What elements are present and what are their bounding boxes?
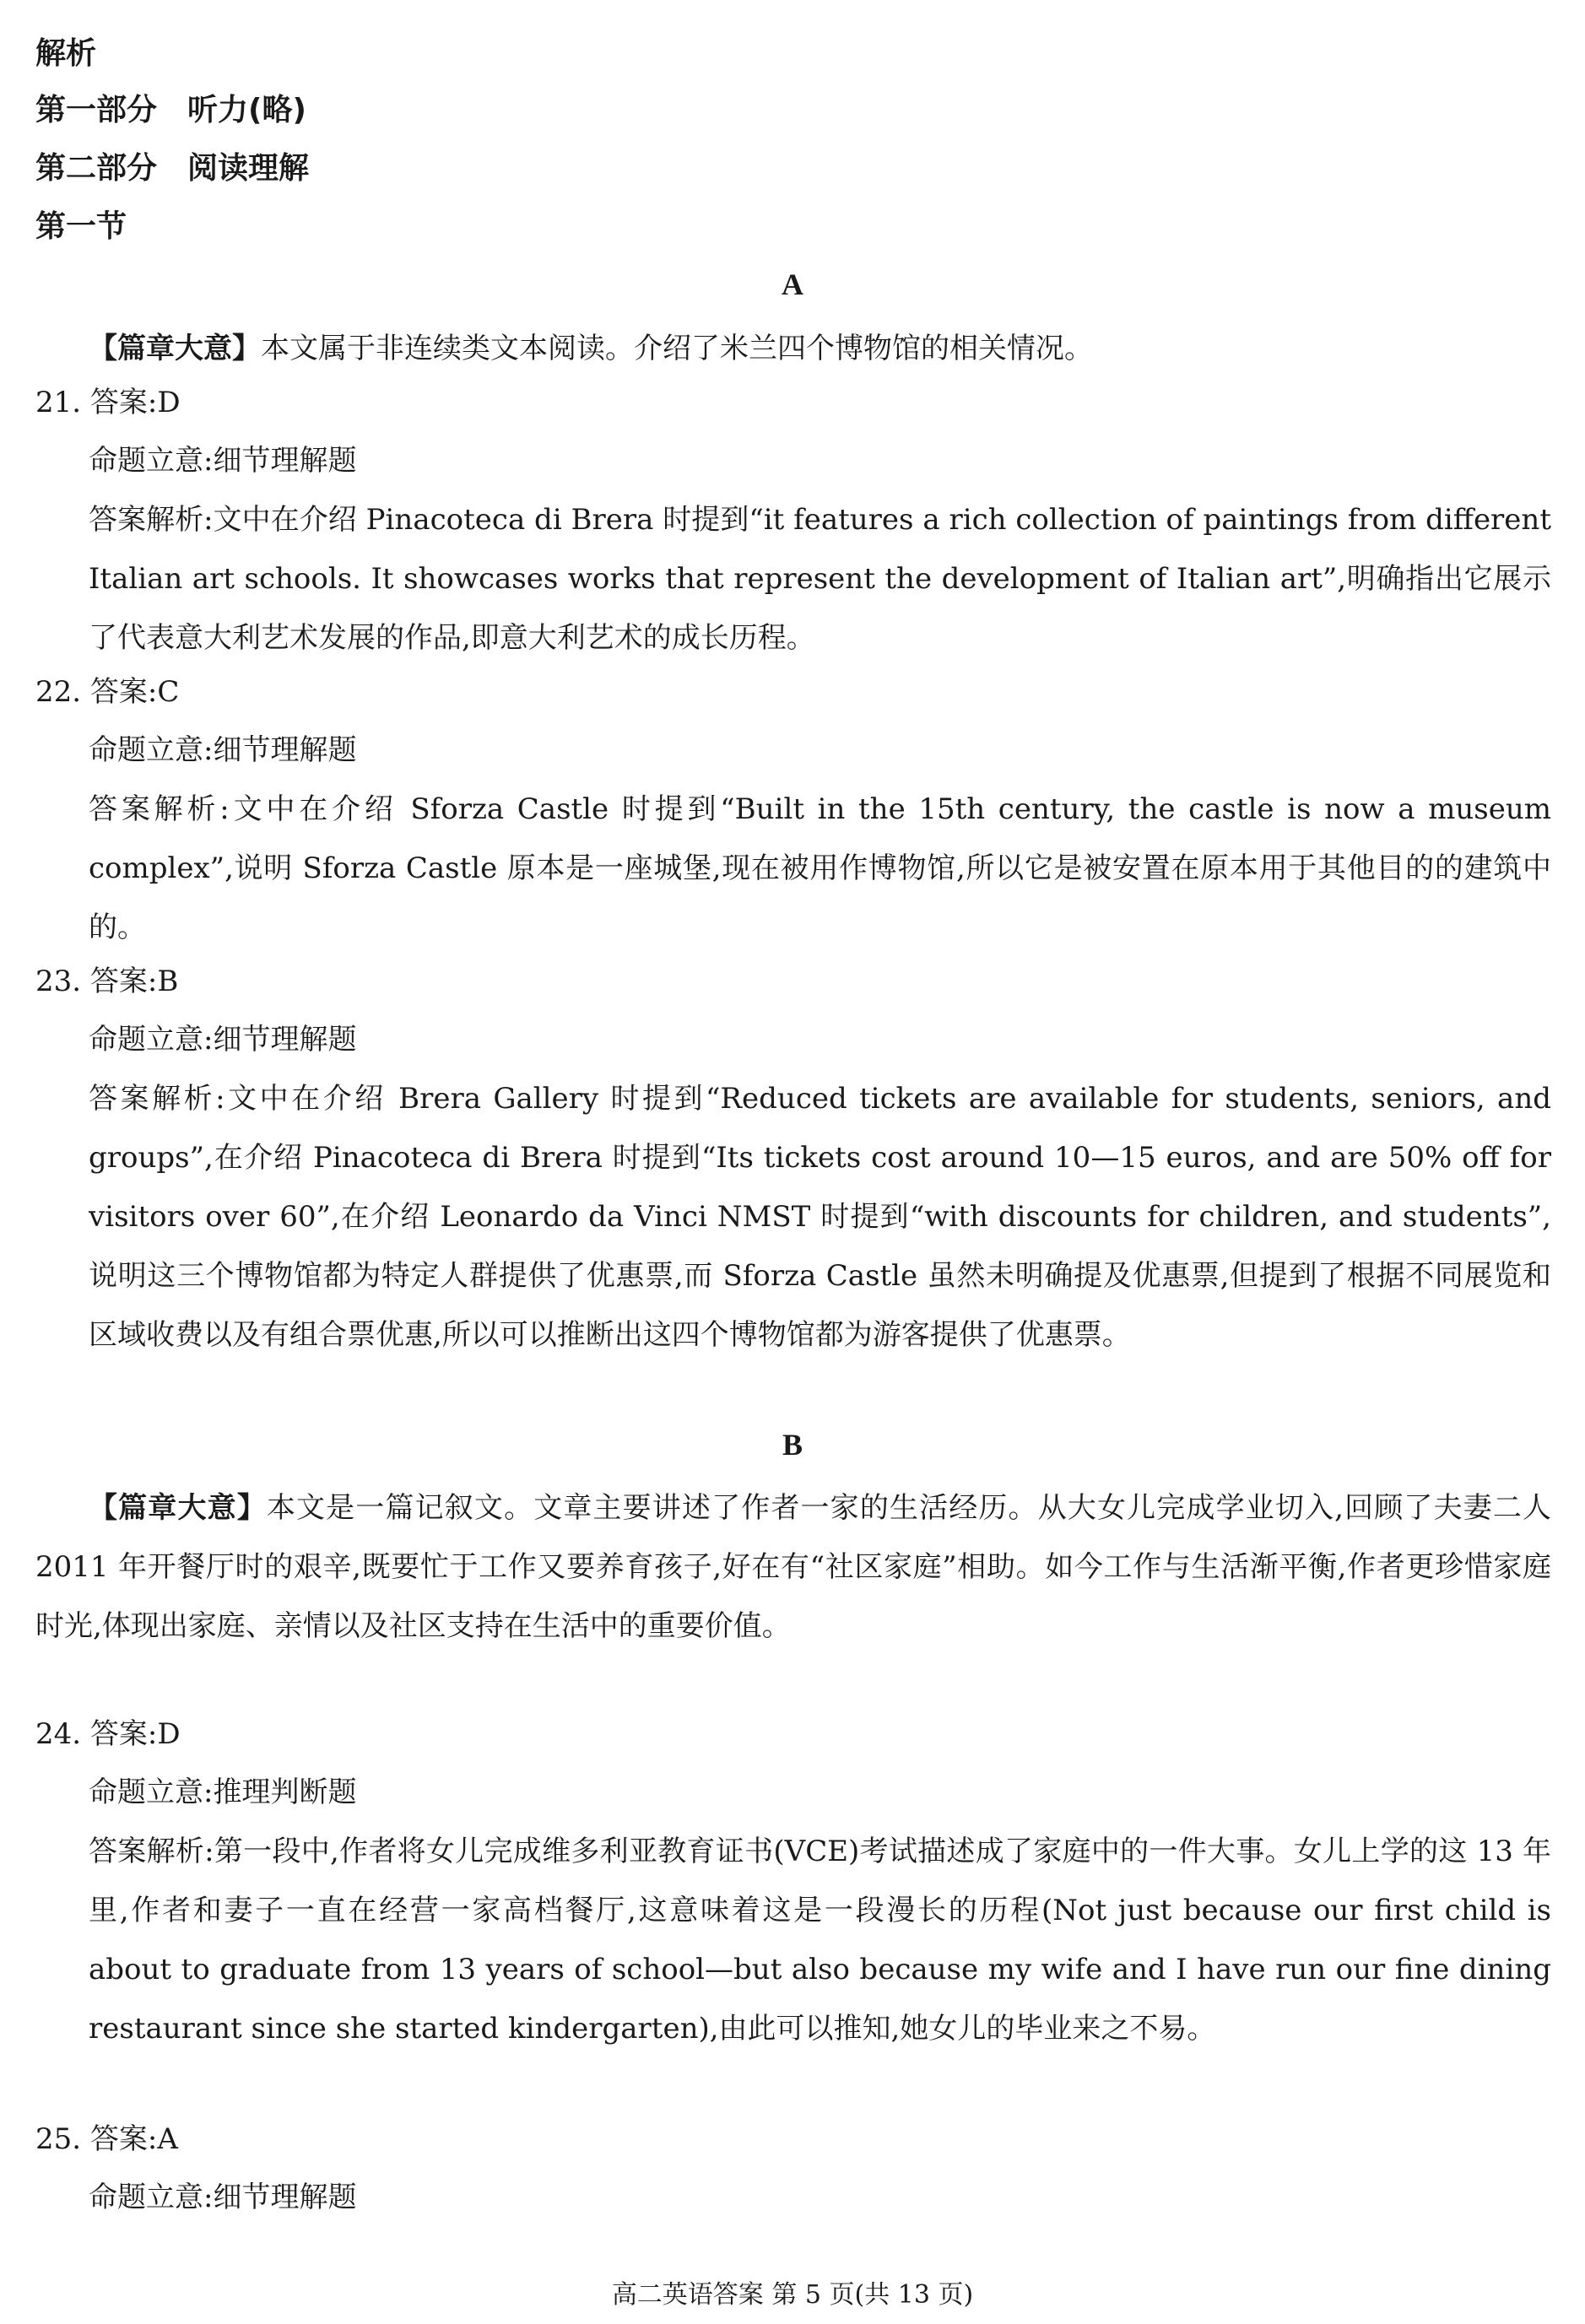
question-24-answer: 24. 答案:D <box>35 1717 181 1751</box>
summary-tag: 【篇章大意】 <box>89 1491 267 1525</box>
question-22-answer: 22. 答案:C <box>35 675 180 709</box>
section-b-letter: B <box>782 1428 803 1462</box>
summary-tag: 【篇章大意】 <box>89 332 261 365</box>
question-21-analysis: 答案解析:文中在介绍 Pinacoteca di Brera 时提到“it features a rich collection of paintings from different Italian art schools. It showcases works that represent the development of Italian art”,明确指出它展示了代表意大利艺术发展的作品,即意大利艺术的成长历程。 <box>89 503 1551 655</box>
question-24-analysis: 答案解析:第一段中,作者将女儿完成维多利亚教育证书(VCE)考试描述成了家庭中的一件大事。女儿上学的这 13 年里,作者和妻子一直在经营一家高档餐厅,这意味着这是一段漫长的历程(Not just because our first child is about to graduate from 13 years of school—but also because my wife and I have run our fine dining restaurant since she started kindergarten),由此可以推知,她女儿的毕业来之不易。 <box>89 1835 1551 2046</box>
question-21-intent: 命题立意:细节理解题 <box>89 444 357 478</box>
question-24-intent: 命题立意:推理判断题 <box>89 1775 357 1809</box>
section-a-summary <box>35 319 1551 378</box>
summary-text: 本文属于非连续类文本阅读。介绍了米兰四个博物馆的相关情况。 <box>261 332 1093 365</box>
section-b-summary <box>35 1478 1551 1656</box>
heading-part-two: 第二部分 阅读理解 <box>35 151 310 186</box>
question-23-analysis: 答案解析:文中在介绍 Brera Gallery 时提到“Reduced tickets are available for students, seniors, and groups”,在介绍 Pinacoteca di Brera 时提到“Its tickets cost around 10—15 euros, and are 50% off for visitors over 60”,在介绍 Leonardo da Vinci NMST 时提到“with discounts for children, and students”,说明这三个博物馆都为特定人群提供了优惠票,而 Sforza Castle 虽然未明确提及优惠票,但提到了根据不同展览和区域收费以及有组合票优惠,所以可以推断出这四个博物馆都为游客提供了优惠票。 <box>89 1082 1551 1352</box>
heading-part-one: 第一部分 听力(略) <box>35 93 306 127</box>
summary-text: 本文是一篇记叙文。文章主要讲述了作者一家的生活经历。从大女儿完成学业切入,回顾了夫妻二人 2011 年开餐厅时的艰辛,既要忙于工作又要养育孩子,好在有“社区家庭”相助。如今工作与生活渐平衡,作者更珍惜家庭时光,体现出家庭、亲情以及社区支持在生活中的重要价值。 <box>35 1491 1552 1643</box>
question-23-answer: 23. 答案:B <box>35 965 179 998</box>
question-22-analysis: 答案解析:文中在介绍 Sforza Castle 时提到“Built in the 15th century, the castle is now a museum complex”,说明 Sforza Castle 原本是一座城堡,现在被用作博物馆,所以它是被安置在原本用于其他目的的建筑中的。 <box>89 792 1551 944</box>
page-footer: 高二英语答案 第 5 页(共 13 页) <box>611 2280 974 2310</box>
question-25-answer: 25. 答案:A <box>35 2122 178 2156</box>
question-23-intent: 命题立意:细节理解题 <box>89 1023 357 1057</box>
question-22-intent: 命题立意:细节理解题 <box>89 733 357 767</box>
question-21-answer: 21. 答案:D <box>35 386 181 419</box>
section-a-letter: A <box>782 268 803 301</box>
heading-jiexi: 解析 <box>35 36 97 71</box>
heading-section-one: 第一节 <box>35 209 127 244</box>
question-25-intent: 命题立意:细节理解题 <box>89 2181 357 2214</box>
